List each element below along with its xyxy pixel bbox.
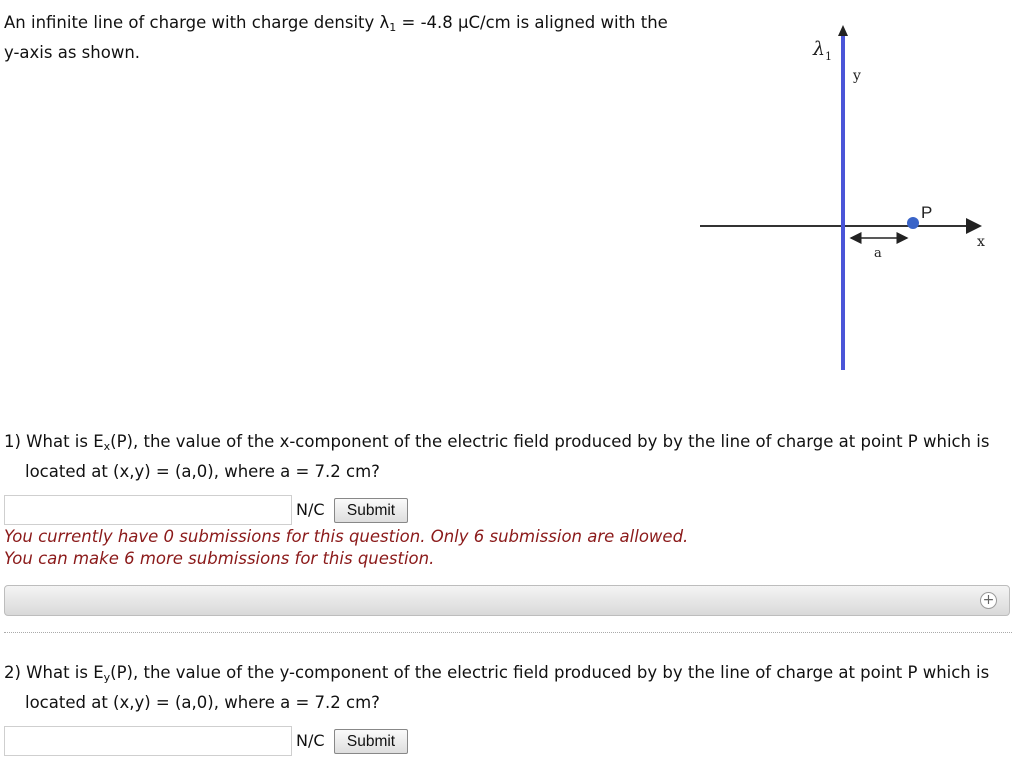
section-divider — [4, 632, 1012, 633]
y-axis-label: y — [853, 68, 861, 84]
q2-unit: N/C — [296, 731, 325, 750]
intro-text-1: An infinite line of charge with charge density — [4, 13, 380, 32]
lambda-label: λ — [813, 38, 826, 60]
point-p-label: P — [921, 203, 933, 222]
feedback-line-1: You currently have 0 submissions for this question. Only 6 submission are allowed. — [4, 527, 689, 546]
q1-submit-button[interactable]: Submit — [334, 498, 408, 523]
y-axis-arrowhead — [838, 25, 848, 36]
lambda-label-sub: 1 — [825, 50, 832, 63]
problem-intro — [4, 10, 694, 65]
intro-text-3: y-axis as shown. — [4, 43, 141, 62]
distance-a-label: a — [874, 246, 882, 261]
lambda-subscript: 1 — [389, 21, 397, 34]
plus-circle-icon[interactable]: + — [980, 592, 997, 609]
q1-answer-input[interactable] — [4, 495, 292, 525]
q2-answer-input[interactable] — [4, 726, 292, 756]
submission-feedback — [4, 526, 688, 570]
q2-text: (P), the value of the y-component of the electric field produced by by the line of charge at point P which is — [110, 663, 990, 682]
q1-text-line2: located at (x,y) = (a,0), where a = 7.2 cm? — [25, 462, 380, 481]
q1-text: (P), the value of the x-component of the electric field produced by by the line of charge at point P which is — [110, 432, 990, 451]
hint-expander[interactable] — [4, 585, 1010, 616]
x-axis-label: x — [977, 234, 985, 250]
diagram-svg — [695, 22, 1000, 374]
lambda-symbol: λ — [379, 13, 390, 32]
question-2 — [4, 660, 1014, 715]
q2-text-line2: located at (x,y) = (a,0), where a = 7.2 cm? — [25, 693, 380, 712]
q1-unit: N/C — [296, 500, 325, 519]
q1-subscript: x — [103, 440, 111, 453]
feedback-line-2: You can make 6 more submissions for this question. — [4, 549, 435, 568]
point-p — [907, 217, 919, 229]
charge-line-diagram — [695, 22, 1000, 374]
q2-submit-button[interactable]: Submit — [334, 729, 408, 754]
intro-text-2: = -4.8 μC/cm is aligned with the — [396, 13, 668, 32]
q2-subscript: y — [103, 671, 111, 684]
q1-prefix: 1) What is E — [4, 432, 104, 451]
question-1 — [4, 429, 1014, 484]
q2-prefix: 2) What is E — [4, 663, 104, 682]
